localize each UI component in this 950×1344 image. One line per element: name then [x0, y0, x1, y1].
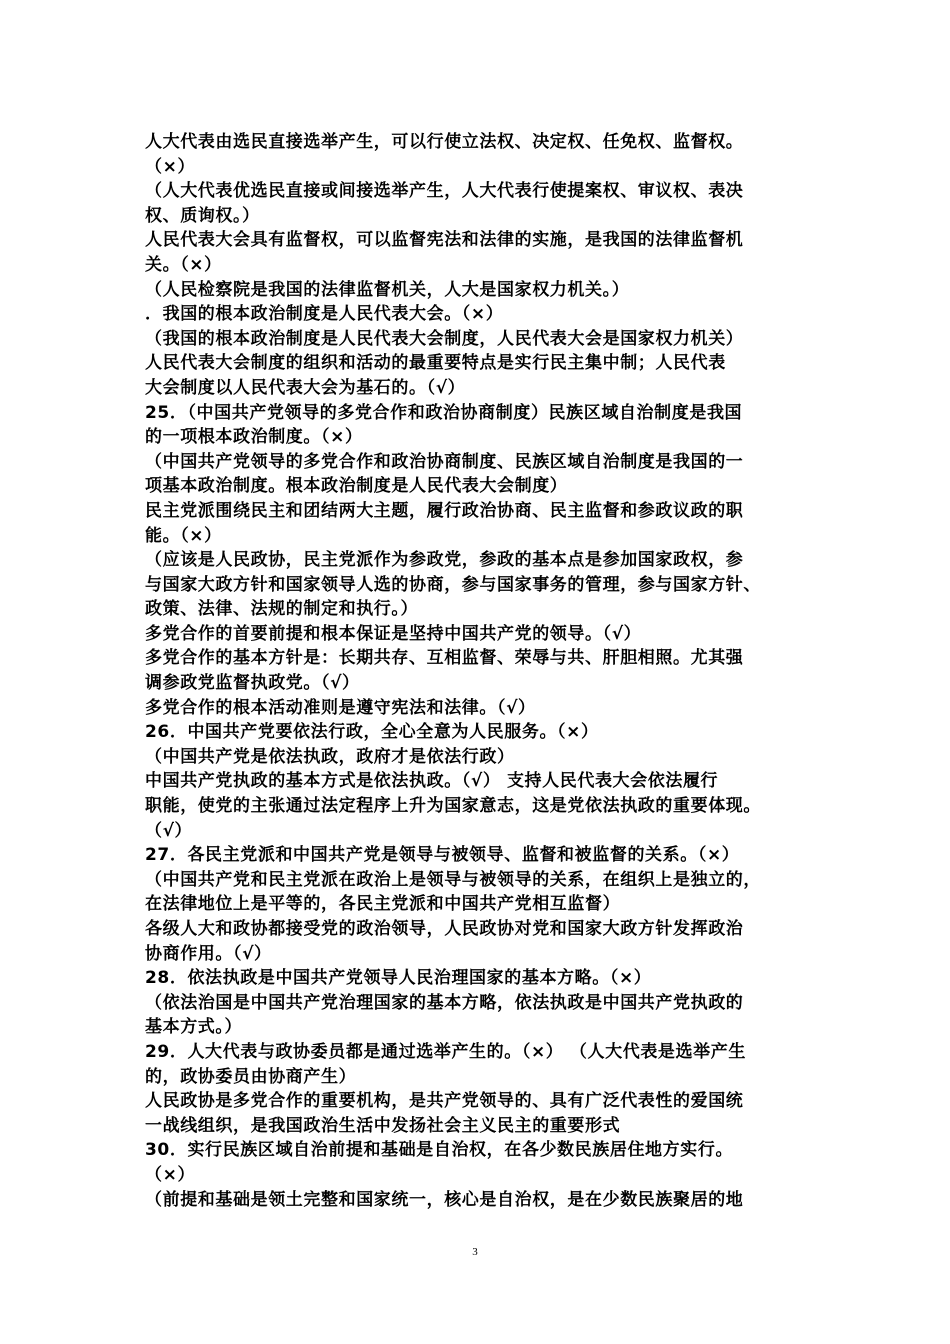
text-line: 项基本政治制度。根本政治制度是人民代表大会制度）	[145, 476, 568, 497]
text-line: 大会制度以人民代表大会为基石的。（√）	[145, 377, 466, 398]
text-line: 25．（中国共产党领导的多党合作和政治协商制度）民族区域自治制度是我国	[145, 402, 743, 423]
text-line: 的一项根本政治制度。（×）	[145, 427, 363, 448]
text-line: 各级人大和政协都接受党的政治领导，人民政协对党和国家大政方针发挥政治	[145, 919, 744, 939]
text-line: 关。（×）	[145, 254, 222, 275]
text-line: 中国共产党执政的基本方式是依法执政。（√） 支持人民代表大会依法履行	[145, 771, 719, 792]
text-line: 29．人大代表与政协委员都是通过选举产生的。（×） （人大代表是选举产生	[145, 1041, 746, 1062]
text-line: 28．依法执政是中国共产党领导人民治理国家的基本方略。（×）	[145, 968, 652, 989]
text-line: 民主党派围绕民主和团结两大主题，履行政治协商、民主监督和参政议政的职	[145, 500, 744, 521]
text-line: 的，政协委员由协商产生）	[145, 1066, 357, 1087]
text-line: （中国共产党是依法执政，政府才是依法行政）	[145, 746, 515, 767]
text-line: 权、质询权。）	[145, 205, 260, 226]
text-line: （我国的根本政治制度是人民代表大会制度，人民代表大会是国家权力机关）	[145, 328, 744, 349]
document-body	[145, 130, 817, 1212]
text-line: （前提和基础是领土完整和国家统一，核心是自治权，是在少数民族聚居的地	[145, 1189, 744, 1210]
text-line: 27．各民主党派和中国共产党是领导与被领导、监督和被监督的关系。（×）	[145, 845, 740, 866]
text-line: 人大代表由选民直接选举产生，可以行使立法权、决定权、任免权、监督权。	[145, 132, 744, 152]
text-line: 调参政党监督执政党。（√）	[145, 673, 360, 694]
text-line: （应该是人民政协，民主党派作为参政党，参政的基本点是参加国家政权，参	[145, 550, 744, 571]
text-line: 一战线组织，是我国政治生活中发扬社会主义民主的重要形式	[145, 1115, 621, 1136]
text-line: 能。（×）	[145, 525, 222, 546]
text-line: （中国共产党和民主党派在政治上是领导与被领导的关系，在组织上是独立的，	[145, 869, 761, 890]
text-line: 政策、法律、法规的制定和执行。）	[145, 599, 419, 620]
text-line: 30．实行民族区域自治前提和基础是自治权，在各少数民族居住地方实行。	[145, 1140, 734, 1161]
text-line: （×）	[145, 1164, 196, 1185]
text-line: 多党合作的基本方针是：长期共存、互相监督、荣辱与共、肝胆相照。尤其强	[145, 648, 744, 669]
text-line: （依法治国是中国共产党治理国家的基本方略，依法执政是中国共产党执政的	[145, 992, 744, 1013]
text-line: 职能，使党的主张通过法定程序上升为国家意志，这是党依法执政的重要体现。	[145, 796, 761, 817]
text-line: 多党合作的首要前提和根本保证是坚持中国共产党的领导。（√）	[145, 623, 642, 644]
text-line: 26．中国共产党要依法行政，全心全意为人民服务。（×）	[145, 722, 599, 743]
text-line: （人民检察院是我国的法律监督机关，人大是国家权力机关。）	[145, 279, 630, 300]
text-line: 人民代表大会制度的组织和活动的最重要特点是实行民主集中制；人民代表	[145, 353, 726, 374]
text-line: 协商作用。（√）	[145, 943, 272, 964]
text-line: 与国家大政方针和国家领导人选的协商，参与国家事务的管理，参与国家方针、	[145, 574, 761, 595]
text-line: （人大代表优选民直接或间接选举产生，人大代表行使提案权、审议权、表决	[145, 181, 744, 202]
text-line: 人民代表大会具有监督权，可以监督宪法和法律的实施，是我国的法律监督机	[145, 230, 744, 251]
page-number: 3	[472, 1246, 478, 1258]
text-line: （×）	[145, 156, 196, 177]
text-line: 基本方式。）	[145, 1017, 243, 1038]
text-line: 人民政协是多党合作的重要机构，是共产党领导的、具有广泛代表性的爱国统	[145, 1091, 744, 1112]
text-line: 在法律地位上是平等的，各民主党派和中国共产党相互监督）	[145, 894, 621, 915]
text-line: （中国共产党领导的多党合作和政治协商制度、民族区域自治制度是我国的一	[145, 451, 744, 472]
text-line: ．我国的根本政治制度是人民代表大会。（×）	[145, 304, 504, 325]
text-line: （√）	[145, 820, 193, 841]
text-line: 多党合作的根本活动准则是遵守宪法和法律。（√）	[145, 697, 536, 718]
